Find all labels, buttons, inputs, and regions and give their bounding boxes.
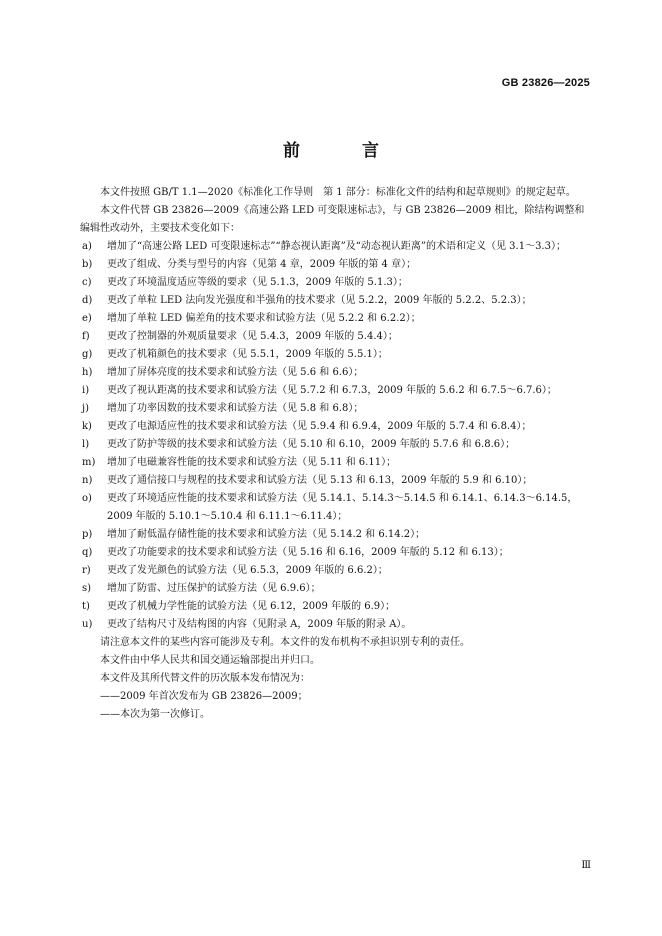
change-item-marker: o): [82, 493, 92, 504]
change-item-text: 更改了机械力学性能的试验方法（见 6.12，2009 年版的 6.9）；: [107, 601, 396, 612]
change-item-text: 更改了组成、分类与型号的内容（见第 4 章，2009 年版的第 4 章）；: [107, 259, 417, 270]
patent-notice: 请注意本文件的某些内容可能涉及专利。本文件的发布机构不承担识别专利的责任。: [100, 637, 470, 648]
change-item-marker: u): [82, 619, 93, 630]
change-item-marker: j): [82, 403, 90, 414]
history-intro: 本文件及其所代替文件的历次版本发布情况为：: [100, 673, 310, 684]
change-item-text: 增加了防雷、过压保护的试验方法（见 6.9.6）；: [107, 583, 321, 594]
change-item: [80, 472, 594, 490]
change-item-text: 更改了防护等级的技术要求和试验方法（见 5.10 和 6.10，2009 年版的 5.7.6 和 6.8.6）；: [107, 439, 516, 450]
change-item-text: 更改了环境适应性能的技术要求和试验方法（见 5.14.1、5.14.3～5.14.5 和 6.14.1、6.14.3～6.14.5，2009 年版的 5.10.1～5.10.4 和 6.11.1～6.11.4）；: [107, 493, 578, 522]
change-item-marker: h): [82, 367, 93, 378]
change-item: [80, 346, 594, 364]
change-item: [80, 418, 594, 436]
change-item-text: 更改了控制器的外观质量要求（见 5.4.3，2009 年版的 5.4.4）；: [107, 331, 398, 342]
change-item: [80, 454, 594, 472]
change-item-text: 增加了功率因数的技术要求和试验方法（见 5.8 和 6.8）；: [107, 403, 364, 414]
change-item: [80, 364, 594, 382]
change-item: [80, 292, 594, 310]
change-item: [80, 616, 594, 634]
release-history: [80, 688, 594, 724]
change-item-text: 增加了耐低温存储性能的技术要求和试验方法（见 5.14.2 和 6.14.2）；: [107, 529, 426, 540]
change-item: [80, 490, 594, 526]
history-line: ——2009 年首次发布为 GB 23826—2009；: [100, 691, 308, 702]
standard-number: GB 23826—2025: [501, 77, 590, 89]
change-item: [80, 400, 594, 418]
change-item-text: 更改了电源适应性的技术要求和试验方法（见 5.9.4 和 6.9.4，2009 年版的 5.7.4 和 6.8.4）；: [107, 421, 532, 432]
change-item-text: 增加了电磁兼容性能的技术要求和试验方法（见 5.11 和 6.11）；: [107, 457, 397, 468]
change-item: [80, 274, 594, 292]
change-item: [80, 598, 594, 616]
change-item-text: 更改了发光颜色的试验方法（见 6.5.3，2009 年版的 6.6.2）；: [107, 565, 388, 576]
change-item: [80, 562, 594, 580]
change-item: [80, 544, 594, 562]
change-item-marker: d): [82, 295, 93, 306]
change-item-text: 增加了单粒 LED 偏差角的技术要求和试验方法（见 5.2.2 和 6.2.2）；: [107, 313, 421, 324]
change-item-marker: m): [82, 457, 96, 468]
change-item-marker: c): [82, 277, 92, 288]
history-line: ——本次为第一次修订。: [100, 709, 210, 720]
change-item: [80, 382, 594, 400]
change-item: [80, 310, 594, 328]
change-item-marker: s): [82, 583, 92, 594]
document-body: [80, 184, 594, 724]
change-item-text: 更改了视认距离的技术要求和试验方法（见 5.7.2 和 6.7.3，2009 年版的 5.6.2 和 6.7.5～6.7.6）；: [107, 385, 557, 396]
change-item-text: 更改了通信接口与规程的技术要求和试验方法（见 5.13 和 6.13，2009 年版的 5.9 和 6.10）；: [107, 475, 533, 486]
change-item-marker: e): [82, 313, 92, 324]
change-item-marker: p): [82, 529, 93, 540]
replaces-paragraph: 本文件代替 GB 23826—2009《高速公路 LED 可变限速标志》，与 GB 23826—2009 相比，除结构调整和编辑性改动外，主要技术变化如下：: [80, 205, 585, 234]
change-item-text: 更改了单粒 LED 法向发光强度和半强角的技术要求（见 5.2.2，2009 年版的 5.2.2、5.2.3）；: [107, 295, 532, 306]
technical-changes-list: [80, 238, 594, 634]
change-item-marker: b): [82, 259, 93, 270]
change-item: [80, 328, 594, 346]
change-item-marker: k): [82, 421, 92, 432]
proposer-notice: 本文件由中华人民共和国交通运输部提出并归口。: [100, 655, 320, 666]
change-item-text: 增加了屏体亮度的技术要求和试验方法（见 5.6 和 6.6）；: [107, 367, 364, 378]
drafting-rules-paragraph: 本文件按照 GB/T 1.1—2020《标准化工作导则 第 1 部分：标准化文件的结构和起草规则》的规定起草。: [100, 187, 576, 198]
change-item-marker: a): [82, 241, 92, 252]
change-item-marker: g): [82, 349, 93, 360]
page-title: 前 言: [283, 141, 407, 161]
change-item-marker: r): [82, 565, 91, 576]
change-item-text: 更改了机箱颜色的技术要求（见 5.5.1，2009 年版的 5.5.1）；: [107, 349, 388, 360]
change-item-text: 更改了结构尺寸及结构图的内容（见附录 A，2009 年版的附录 A）。: [107, 619, 412, 630]
change-item-marker: i): [82, 385, 90, 396]
change-item-text: 更改了功能要求的技术要求和试验方法（见 5.16 和 6.16，2009 年版的 5.12 和 6.13）；: [107, 547, 509, 558]
change-item: [80, 256, 594, 274]
change-item-text: 更改了环境温度适应等级的要求（见 5.1.3，2009 年版的 5.1.3）；: [107, 277, 408, 288]
change-item-marker: t): [82, 601, 90, 612]
change-item-text: 增加了“高速公路 LED 可变限速标志”“静态视认距离”及“动态视认距离”的术语和定义（见 3.1～3.3）；: [107, 241, 566, 252]
change-item: [80, 580, 594, 598]
change-item: [80, 238, 594, 256]
change-item: [80, 526, 594, 544]
change-item-marker: l): [82, 439, 90, 450]
change-item-marker: f): [82, 331, 90, 342]
change-item: [80, 436, 594, 454]
change-item-marker: q): [82, 547, 93, 558]
change-item-marker: n): [82, 475, 93, 486]
page-number: Ⅲ: [581, 860, 591, 871]
